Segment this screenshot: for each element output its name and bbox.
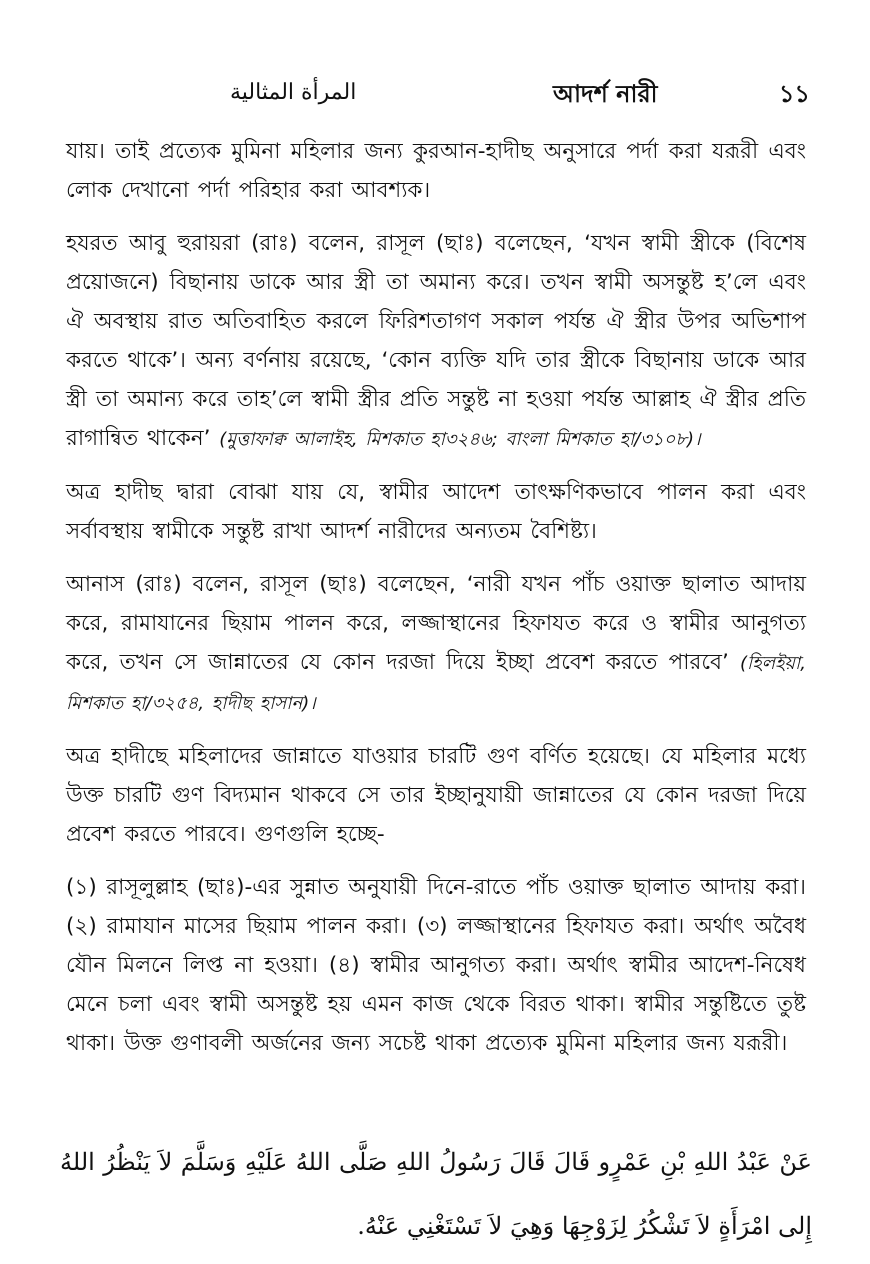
body-text	[66, 132, 806, 1077]
arabic-book-title: المرأة المثالية	[230, 80, 357, 105]
paragraph-2	[66, 224, 806, 459]
paragraph-3	[66, 473, 806, 551]
bangla-book-title: আদর্শ নারী	[553, 80, 658, 108]
hadith-citation: (হিলইয়া, মিশকাত হা/৩২৫৪, হাদীছ হাসান)।	[66, 653, 806, 714]
paragraph-text: যায়। তাই প্রত্যেক মুমিনা মহিলার জন্য কুরআন-হাদীছ অনুসারে পর্দা করা যরূরী এবং লোক দেখানো পর্দা পরিহার করা আবশ্যক।	[66, 139, 806, 203]
page-header	[60, 72, 810, 120]
paragraph-text: অত্র হাদীছে মহিলাদের জান্নাতে যাওয়ার চারটি গুণ বর্ণিত হয়েছে। যে মহিলার মধ্যে উক্ত চারটি গুণ বিদ্যমান থাকবে সে তার ইচ্ছানুযায়ী জান্নাতের যে কোন দরজা দিয়ে প্রবেশ করতে পারবে। গুণগুলি হচ্ছে-	[66, 744, 806, 847]
paragraph-text: অত্র হাদীছ দ্বারা বোঝা যায় যে, স্বামীর আদেশ তাৎক্ষণিকভাবে পালন করা এবং সর্বাবস্থায় স্বামীকে সন্তুষ্ট রাখা আদর্শ নারীদের অন্যতম বৈশিষ্ট্য।	[66, 480, 806, 544]
hadith-citation: (মুত্তাফাক্ব আলাইহ, মিশকাত হা৩২৪৬; বাংলা মিশকাত হা/৩১০৮)।	[219, 429, 701, 450]
paragraph-5	[66, 737, 806, 854]
arabic-hadith: عَنْ عَبْدُ اللهِ بْنِ عَمْرٍو قَالَ قَالَ رَسُولُ اللهِ صَلَّى اللهُ عَلَيْهِ وَسَلَّمَ لاَ يَنْظُرُ اللهُ إِلى امْرَأَةٍ لاَ تَشْكُرُ لِزَوْجِهَا وَهِيَ لاَ تَسْتَغْنِي عَنْهُ.	[60, 1148, 813, 1240]
paragraph-6	[66, 868, 806, 1063]
paragraph-text: আনাস (রাঃ) বলেন, রাসূল (ছাঃ) বলেছেন, ‘নারী যখন পাঁচ ওয়াক্ত ছালাত আদায় করে, রামাযানের ছিয়াম পালন করে, লজ্জাস্থানের হিফাযত করে ও স্বামীর আনুগত্য করে, তখন সে জান্নাতের যে কোন দরজা দিয়ে ইচ্ছা প্রবেশ করতে পারবে’	[66, 572, 806, 675]
paragraph-4	[66, 565, 806, 723]
paragraph-text: হযরত আবু হুরায়রা (রাঃ) বলেন, রাসূল (ছাঃ) বলেছেন, ‘যখন স্বামী স্ত্রীকে (বিশেষ প্রয়োজনে) বিছানায় ডাকে আর স্ত্রী তা অমান্য করে। তখন স্বামী অসন্তুষ্ট হ’লে এবং ঐ অবস্থায় রাত অতিবাহিত করলে ফিরিশতাগণ সকাল পর্যন্ত ঐ স্ত্রীর উপর অভিশাপ করতে থাকে’। অন্য বর্ণনায় রয়েছে, ‘কোন ব্যক্তি যদি তার স্ত্রীকে বিছানায় ডাকে আর স্ত্রী তা অমান্য করে তাহ’লে স্বামী স্ত্রীর প্রতি সন্তুষ্ট না হওয়া পর্যন্ত আল্লাহ ঐ স্ত্রীর প্রতি রাগান্বিত থাকেন’	[66, 231, 806, 451]
paragraph-1	[66, 132, 806, 210]
paragraph-text: (১) রাসূলুল্লাহ (ছাঃ)-এর সুন্নাত অনুযায়ী দিনে-রাতে পাঁচ ওয়াক্ত ছালাত আদায় করা। (২) রামাযান মাসের ছিয়াম পালন করা। (৩) লজ্জাস্থানের হিফাযত করা। অর্থাৎ অবৈধ যৌন মিলনে লিপ্ত না হওয়া। (৪) স্বামীর আনুগত্য করা। অর্থাৎ স্বামীর আদেশ-নিষেধ মেনে চলা এবং স্বামী অসন্তুষ্ট হয় এমন কাজ থেকে বিরত থাকা। স্বামীর সন্তুষ্টিতে তুষ্ট থাকা। উক্ত গুণাবলী অর্জনের জন্য সচেষ্ট থাকা প্রত্যেক মুমিনা মহিলার জন্য যরূরী।	[66, 875, 806, 1056]
page-number: ১১	[778, 80, 810, 108]
